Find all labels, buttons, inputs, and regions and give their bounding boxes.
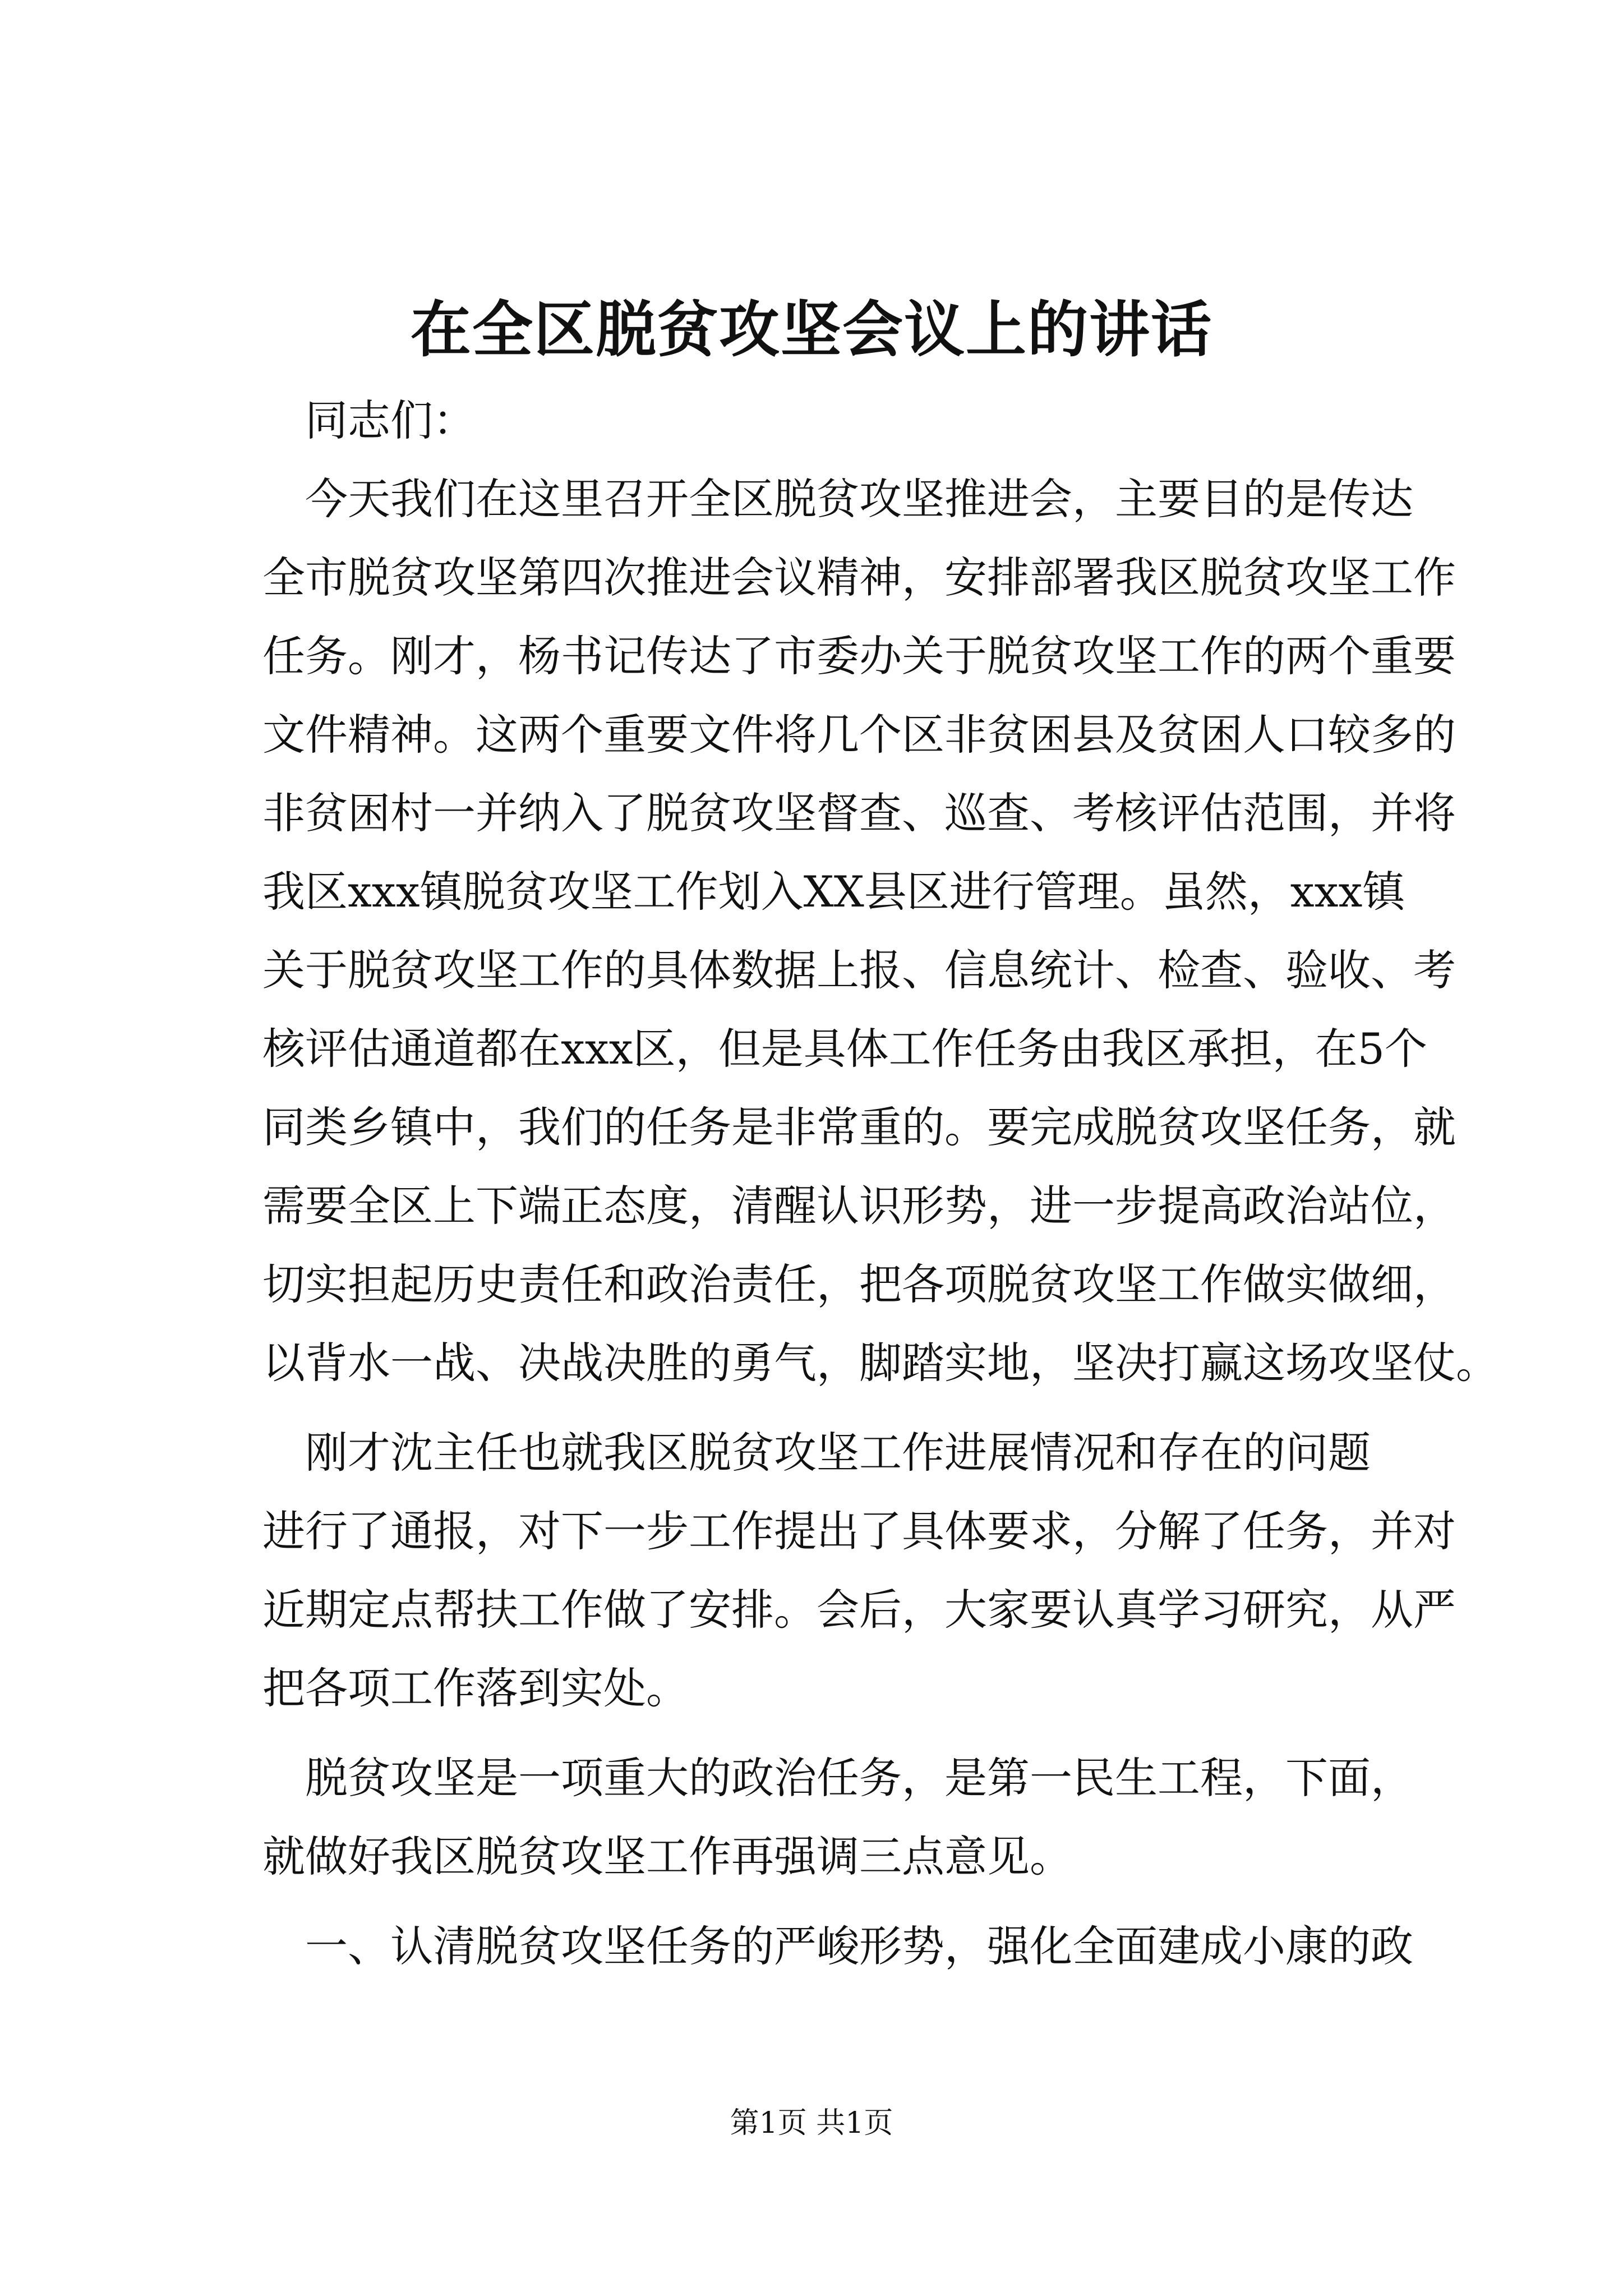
body-line: 全市脱贫攻坚第四次推进会议精神，安排部署我区脱贫攻坚工作: [262, 553, 1456, 602]
body-line: 任务。刚才，杨书记传达了市委办关于脱贫攻坚工作的两个重要: [262, 631, 1456, 681]
body-line: 把各项工作落到实处。: [262, 1663, 689, 1713]
body-line: 就做好我区脱贫攻坚工作再强调三点意见。: [262, 1832, 1072, 1881]
body-line: 关于脱贫攻坚工作的具体数据上报、信息统计、检查、验收、考: [262, 945, 1456, 995]
body-line: 刚才沈主任也就我区脱贫攻坚工作进展情况和存在的问题: [305, 1428, 1371, 1478]
body-line: 需要全区上下端正态度，清醒认识形势，进一步提高政治站位，: [262, 1181, 1456, 1231]
body-line: 脱贫攻坚是一项重大的政治任务，是第一民生工程，下面，: [305, 1753, 1413, 1803]
section-heading-line: 一、认清脱贫攻坚任务的严峻形势，强化全面建成小康的政: [305, 1921, 1413, 1971]
body-line: 同类乡镇中，我们的任务是非常重的。要完成脱贫攻坚任务，就: [262, 1102, 1456, 1152]
body-line: 切实担起历史责任和政治责任，把各项脱贫攻坚工作做实做细，: [262, 1259, 1456, 1309]
document-title: 在全区脱贫攻坚会议上的讲话: [410, 295, 1212, 365]
body-line: 进行了通报，对下一步工作提出了具体要求，分解了任务，并对: [262, 1506, 1456, 1556]
salutation-line: 同志们：: [305, 395, 476, 445]
body-line: 文件精神。这两个重要文件将几个区非贫困县及贫困人口较多的: [262, 710, 1456, 760]
body-line: 我区xxx镇脱贫攻坚工作划入XX县区进行管理。虽然，xxx镇: [262, 867, 1405, 917]
body-line: 近期定点帮扶工作做了安排。会后，大家要认真学习研究，从严: [262, 1585, 1456, 1635]
body-line: 核评估通道都在xxx区，但是具体工作任务由我区承担，在5个: [262, 1024, 1427, 1074]
page-number: 第1页 共1页: [730, 2106, 893, 2140]
body-line: 以背水一战、决战决胜的勇气，脚踏实地，坚决打赢这场攻坚仗。: [262, 1338, 1498, 1388]
body-line: 非贫困村一并纳入了脱贫攻坚督查、巡查、考核评估范围，并将: [262, 788, 1456, 838]
body-line: 今天我们在这里召开全区脱贫攻坚推进会，主要目的是传达: [305, 474, 1413, 524]
